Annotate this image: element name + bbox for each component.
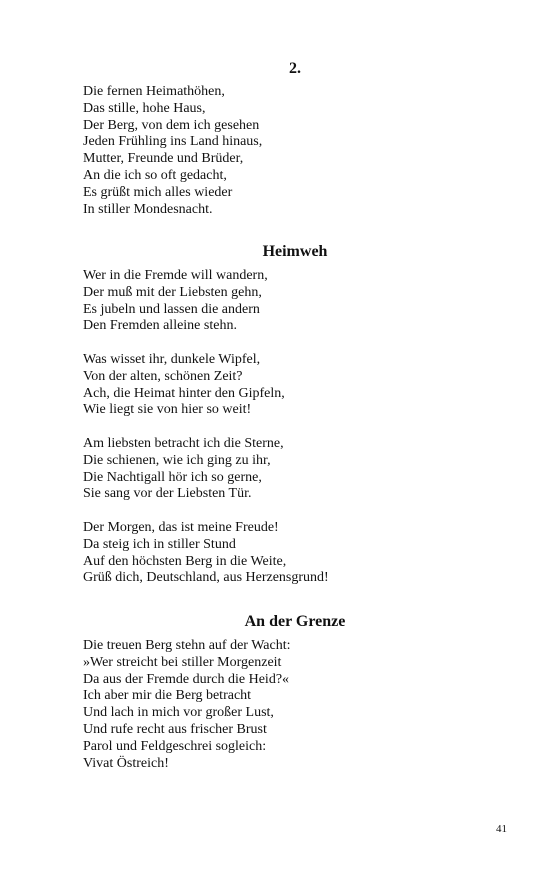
verse-line: Da aus der Fremde durch die Heid?« bbox=[83, 671, 290, 687]
stanza bbox=[83, 84, 262, 218]
verse-line: Am liebsten betracht ich die Sterne, bbox=[83, 436, 284, 451]
verse-line: Der muß mit der Liebsten gehn, bbox=[83, 284, 262, 300]
verse-line: Wer in die Fremde will wandern, bbox=[83, 268, 268, 283]
verse-line: Und lach in mich vor großer Lust, bbox=[83, 705, 274, 721]
verse-line: In stiller Mondesnacht. bbox=[83, 201, 213, 217]
stanza bbox=[83, 638, 291, 772]
verse-line: Parol und Feldgeschrei sogleich: bbox=[83, 738, 267, 754]
verse-line: Ich aber mir die Berg betracht bbox=[83, 688, 252, 704]
section-title-an-der-grenze: An der Grenze bbox=[244, 613, 346, 630]
verse-line: Von der alten, schönen Zeit? bbox=[83, 368, 243, 384]
verse-line: Die Nachtigall hör ich so gerne, bbox=[83, 469, 262, 485]
verse-line: Die treuen Berg stehn auf der Wacht: bbox=[83, 638, 291, 653]
verse-line: Vivat Östreich! bbox=[83, 755, 169, 771]
verse-line: Da steig ich in stiller Stund bbox=[83, 536, 236, 552]
section-title-2: 2. bbox=[289, 60, 301, 77]
verse-line: Die fernen Heimathöhen, bbox=[83, 84, 225, 99]
verse-line: »Wer streicht bei stiller Morgenzeit bbox=[83, 654, 282, 670]
stanza bbox=[83, 436, 284, 503]
stanza bbox=[83, 268, 268, 335]
verse-line: Ach, die Heimat hinter den Gipfeln, bbox=[83, 385, 285, 401]
verse-line: Es jubeln und lassen die andern bbox=[83, 301, 260, 317]
stanza bbox=[83, 520, 329, 587]
verse-line: Jeden Frühling ins Land hinaus, bbox=[83, 134, 263, 150]
page-number: 41 bbox=[496, 823, 507, 835]
verse-line: An die ich so oft gedacht, bbox=[83, 167, 227, 183]
verse-line: Das stille, hohe Haus, bbox=[83, 100, 206, 116]
verse-line: Die schienen, wie ich ging zu ihr, bbox=[83, 452, 271, 468]
verse-line: Was wisset ihr, dunkele Wipfel, bbox=[83, 352, 261, 367]
verse-line: Der Berg, von dem ich gesehen bbox=[83, 117, 260, 133]
verse-line: Sie sang vor der Liebsten Tür. bbox=[83, 486, 252, 502]
verse-line: Mutter, Freunde und Brüder, bbox=[83, 151, 244, 167]
verse-line: Grüß dich, Deutschland, aus Herzensgrund! bbox=[83, 570, 329, 586]
verse-line: Es grüßt mich alles wieder bbox=[83, 184, 233, 200]
verse-line: Und rufe recht aus frischer Brust bbox=[83, 721, 267, 737]
verse-line: Wie liegt sie von hier so weit! bbox=[83, 402, 252, 418]
stanza bbox=[83, 352, 285, 419]
verse-line: Den Fremden alleine stehn. bbox=[83, 318, 237, 334]
section-title-heimweh: Heimweh bbox=[262, 243, 328, 260]
verse-line: Auf den höchsten Berg in die Weite, bbox=[83, 553, 287, 569]
verse-line: Der Morgen, das ist meine Freude! bbox=[83, 520, 279, 535]
